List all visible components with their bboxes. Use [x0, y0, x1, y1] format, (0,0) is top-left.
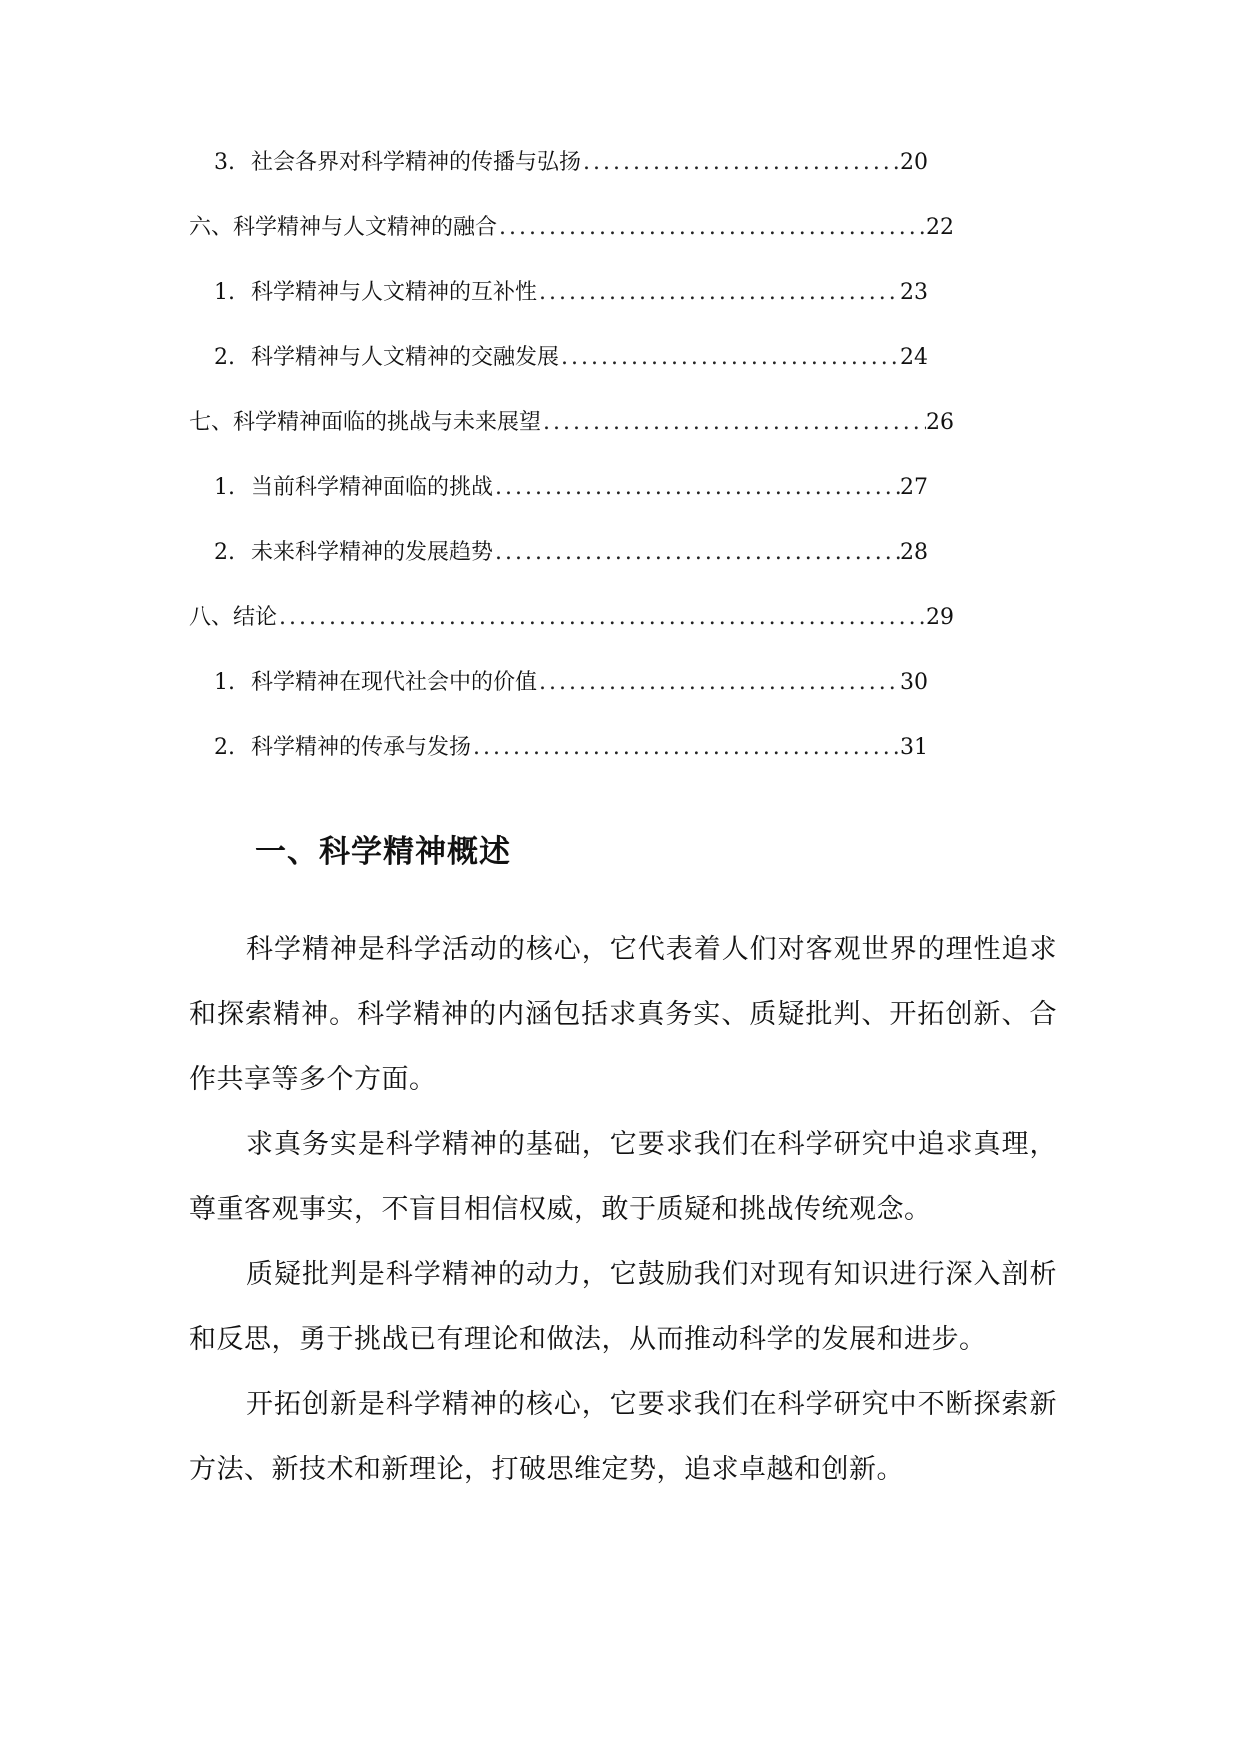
section-body — [189, 917, 1057, 1502]
toc-dot-leader — [471, 733, 900, 763]
toc-entry-page: 26 — [926, 410, 954, 435]
toc-dot-leader — [493, 538, 900, 568]
body-paragraph: 科学精神是科学活动的核心，它代表着人们对客观世界的理性追求和探索精神。科学精神的内涵包括求真务实、质疑批判、开拓创新、合作共享等多个方面。 — [189, 934, 1057, 1095]
toc-entry[interactable] — [189, 148, 939, 213]
toc-entry[interactable] — [189, 213, 954, 278]
table-of-contents — [189, 148, 954, 798]
toc-dot-leader — [277, 603, 926, 633]
toc-entry-number: 2. — [214, 735, 235, 760]
toc-dot-leader — [497, 213, 926, 243]
toc-dot-leader — [559, 343, 900, 373]
toc-dot-leader — [581, 148, 900, 178]
toc-entry-page: 31 — [900, 735, 928, 760]
toc-entry-number: 2. — [214, 540, 235, 565]
toc-entry-number: 1. — [214, 475, 235, 500]
toc-entry[interactable] — [189, 538, 939, 603]
body-paragraph: 质疑批判是科学精神的动力，它鼓励我们对现有知识进行深入剖析和反思，勇于挑战已有理论和做法，从而推动科学的发展和进步。 — [189, 1259, 1057, 1355]
toc-entry-page: 29 — [926, 605, 954, 630]
toc-entry-title: 科学精神与人文精神的互补性 — [251, 280, 538, 305]
toc-entry-title: 八、结论 — [189, 605, 278, 630]
toc-entry-page: 27 — [900, 475, 928, 500]
toc-entry-title: 当前科学精神面临的挑战 — [251, 475, 494, 500]
toc-entry[interactable] — [189, 733, 939, 798]
toc-entry[interactable] — [189, 473, 939, 538]
toc-entry-page: 23 — [900, 280, 928, 305]
toc-dot-leader — [537, 278, 900, 308]
toc-entry-number: 3. — [214, 150, 235, 175]
toc-entry-title: 科学精神与人文精神的交融发展 — [251, 345, 560, 370]
toc-entry[interactable] — [189, 408, 954, 473]
toc-entry-page: 22 — [926, 215, 954, 240]
body-paragraph: 开拓创新是科学精神的核心，它要求我们在科学研究中不断探索新方法、新技术和新理论，打破思维定势，追求卓越和创新。 — [189, 1389, 1057, 1485]
toc-entry[interactable] — [189, 343, 939, 408]
toc-entry-page: 20 — [900, 150, 928, 175]
toc-entry-number: 2. — [214, 345, 235, 370]
toc-entry-title: 社会各界对科学精神的传播与弘扬 — [251, 150, 582, 175]
body-paragraph: 求真务实是科学精神的基础，它要求我们在科学研究中追求真理，尊重客观事实，不盲目相信权威，敢于质疑和挑战传统观念。 — [189, 1129, 1057, 1225]
toc-entry-page: 24 — [900, 345, 928, 370]
toc-entry-title: 六、科学精神与人文精神的融合 — [189, 215, 498, 240]
toc-dot-leader — [537, 668, 900, 698]
toc-entry[interactable] — [189, 278, 939, 343]
toc-dot-leader — [541, 408, 926, 438]
toc-entry-title: 七、科学精神面临的挑战与未来展望 — [189, 410, 542, 435]
toc-entry-page: 30 — [900, 670, 928, 695]
toc-entry-number: 1. — [214, 280, 235, 305]
toc-entry-page: 28 — [900, 540, 928, 565]
toc-entry-title: 科学精神的传承与发扬 — [251, 735, 472, 760]
toc-dot-leader — [493, 473, 900, 503]
toc-entry[interactable] — [189, 603, 954, 668]
toc-entry-number: 1. — [214, 670, 235, 695]
toc-entry-title: 未来科学精神的发展趋势 — [251, 540, 494, 565]
toc-entry[interactable] — [189, 668, 939, 733]
toc-entry-title: 科学精神在现代社会中的价值 — [251, 670, 538, 695]
section-heading: 一、科学精神概述 — [255, 834, 511, 870]
